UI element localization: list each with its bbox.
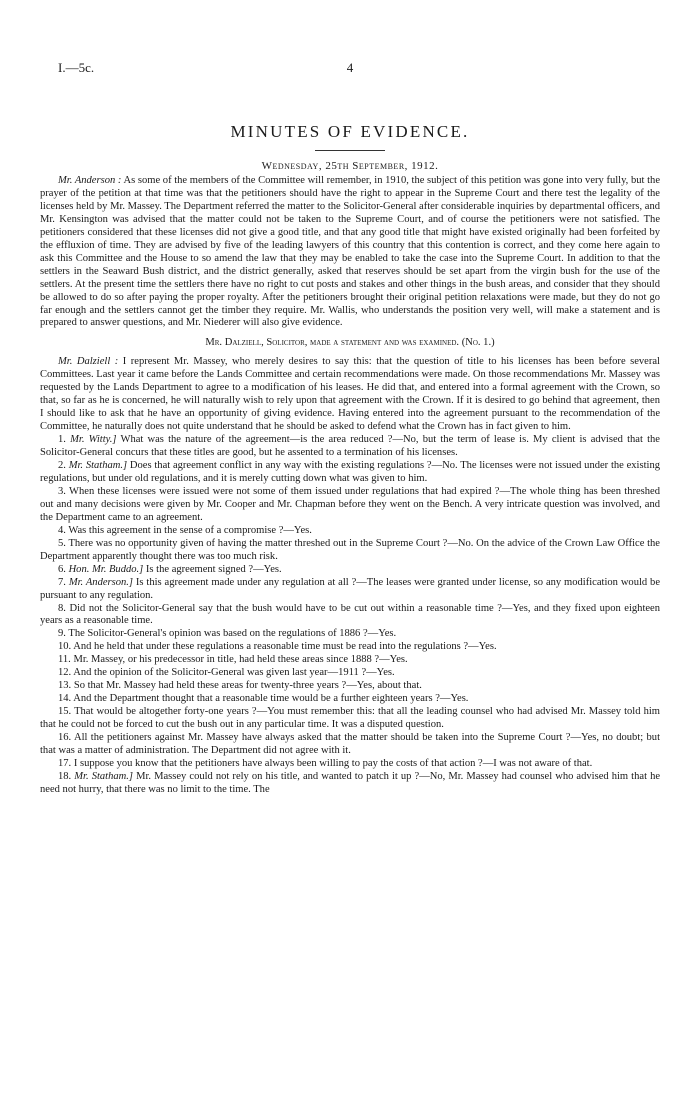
witness-heading: Mr. Dalziell, Solicitor, made a statement and was examined. (No. 1.) bbox=[205, 337, 495, 349]
question-item bbox=[40, 693, 660, 706]
questioner-name: Mr. Statham.] bbox=[68, 460, 128, 472]
question-item bbox=[40, 460, 660, 486]
question-item bbox=[40, 486, 660, 525]
question-number: 2. bbox=[58, 460, 66, 472]
question-text: When these licenses were issued were not some of them issued under regulations that had expired ?—The whole thing has been threshed out and many decisions were given by Mr. Cooper and Mr. Chapman before they went on the Bench. A very intricate question was involved, and the Department came to an agreement. bbox=[40, 485, 660, 523]
question-item bbox=[40, 706, 660, 732]
question-item bbox=[40, 732, 660, 758]
question-text: Did not the Solicitor-General say that the bush would have to be cut out within a reasonable time ?—Yes, and they fixed upon eighteen years as a reasonable time. bbox=[40, 602, 661, 627]
question-text: I suppose you know that the petitioners have always been willing to pay the costs of that action ?—I was not aware of that. bbox=[73, 757, 593, 769]
page-number: 4 bbox=[346, 60, 354, 75]
questioner-name: Hon. Mr. Buddo.] bbox=[68, 563, 144, 575]
question-text: And he held that under these regulations a reasonable time must be read into the regulations ?—Yes. bbox=[73, 641, 497, 653]
question-text: All the petitioners against Mr. Massey have always asked that the matter should be taken into the Supreme Court ?—Yes, no doubt; but that was a matter of administration. The Department did not agree with it. bbox=[40, 732, 661, 756]
question-number: 18. bbox=[58, 770, 72, 782]
question-text: Is this agreement made under any regulation at all ?—The leases were granted under license, so any modification would be pursuant to any regulation. bbox=[40, 576, 661, 601]
question-text: Mr. Massey could not rely on his title, and wanted to patch it up ?—No, Mr. Massey had counsel who advised him that he need not hurry, that there was no limit to the time. The bbox=[40, 770, 661, 795]
speaker-name: Mr. Dalziell : bbox=[58, 356, 119, 368]
question-number: 11. bbox=[58, 654, 71, 666]
question-number: 13. bbox=[58, 680, 72, 692]
question-number: 7. bbox=[58, 576, 66, 588]
question-item bbox=[40, 641, 660, 654]
question-text: That would be altogether forty-one years ?—You must remember this: that all the leading counsel who had advised Mr. Massey told him that he could not be forced to cut the bush out in any particular time. It was a disputed question. bbox=[40, 706, 661, 731]
questioner-name: Mr. Witty.] bbox=[70, 434, 117, 446]
question-text: And the opinion of the Solicitor-General was given last year—1911 ?—Yes. bbox=[73, 667, 395, 679]
question-item bbox=[40, 525, 660, 538]
question-item bbox=[40, 680, 660, 693]
question-number: 4. bbox=[58, 524, 66, 536]
question-number: 3. bbox=[58, 485, 66, 497]
question-number: 1. bbox=[58, 434, 66, 446]
question-number: 12. bbox=[58, 667, 72, 679]
question-item bbox=[40, 758, 660, 771]
intro-paragraph bbox=[40, 175, 660, 330]
question-text: So that Mr. Massey had held these areas for twenty-three years ?—Yes, about that. bbox=[73, 680, 422, 692]
question-text: The Solicitor-General's opinion was based on the regulations of 1886 ?—Yes. bbox=[68, 628, 397, 640]
question-item bbox=[40, 654, 660, 667]
questioner-name: Mr. Statham.] bbox=[74, 770, 134, 782]
questioner-name: Mr. Anderson.] bbox=[68, 576, 134, 588]
question-item bbox=[40, 771, 660, 797]
speaker-name: Mr. Anderson : bbox=[58, 175, 122, 186]
paragraph-text: As some of the members of the Committee will remember, in 1910, the subject of this petition was gone into very fully, but the prayer of the petition at that time was that the petitioners should have the right to appear in the Supreme Court and there test the legality of the licenses held by Mr. Massey. The Department referred the matter to the Solicitor-General after considerable inquiries by departmental officers, and Mr. Kensington was advised that the matter could not be taken to the Supreme Court, and of course the petitioners were not satisfied. The petitioners considered that these licenses did not give a good title, and that any good title that might have existed originally had been forfeited by the effluxion of time. They are advised by five of the leading lawyers of this country that this contention is correct, and they come here again to ask this Committee and the House to so amend the law that they may be enabled to take the case into the Supreme Court. In addition to that the settlers in the Seaward Bush district, and the district generally, asked that reserves should be set apart from the virgin bush for the use of the settlers. At the present time the settlers there have no right to cut posts and stakes and other things in the bush areas, and consider that they should be allowed to do so after paying the proper royalty. After the petitioners brought their original petition relaxations were made, but they do not go far enough and the settlers cannot get the timber they require. Mr. Wallis, who understands the position very well, will make a statement and is prepared to answer questions, and Mr. Niederer will also give evidence. bbox=[40, 175, 660, 329]
minutes-body bbox=[40, 175, 660, 797]
paragraph-text: I represent Mr. Massey, who merely desires to say this: that the question of title to his licenses has been before several Committees. Last year it came before the Lands Committee and certain recommendations were made. On those recommendations Mr. Massey was requested by the Lands Department to agree to a modification of his leases. He did that, and entered into a formal agreement with the Crown, so that, so far as he is concerned, he will naturally wish to rely upon that agreement with the Crown. If it is desired to go behind that agreement, then I should like to ask that he have an opportunity of giving evidence. Having entered into the agreement pursuant to the recommendation of the Committee, he naturally does not quite understand that he should be asked to defend what the Crown has in fact given to him. bbox=[40, 356, 660, 433]
question-number: 16. bbox=[58, 732, 72, 744]
question-item bbox=[40, 603, 660, 629]
question-number: 14. bbox=[58, 693, 72, 705]
page-title: MINUTES OF EVIDENCE. bbox=[230, 122, 470, 141]
question-number: 10. bbox=[58, 641, 72, 653]
question-number: 8. bbox=[58, 602, 66, 614]
document-reference: I.—5c. bbox=[58, 60, 95, 75]
question-text: Was this agreement in the sense of a compromise ?—Yes. bbox=[68, 524, 312, 536]
question-item bbox=[40, 667, 660, 680]
page-header bbox=[40, 60, 660, 82]
question-number: 5. bbox=[58, 537, 66, 549]
question-text: And the Department thought that a reasonable time would be a further eighteen years ?—Yes. bbox=[73, 693, 469, 705]
question-text: Is the agreement signed ?—Yes. bbox=[145, 563, 282, 575]
question-text: There was no opportunity given of having the matter threshed out in the Supreme Court ?—No. On the advice of the Crown Law Office the Department apparently thought there was too much risk. bbox=[40, 537, 660, 562]
question-item bbox=[40, 577, 660, 603]
question-item bbox=[40, 564, 660, 577]
question-number: 6. bbox=[58, 563, 66, 575]
question-text: Does that agreement conflict in any way with the existing regulations ?—No. The licenses were not issued under the existing regulations, but under old regulations, and it is merely cutting down what was given to him. bbox=[40, 460, 661, 484]
question-text: Mr. Massey, or his predecessor in title, had held these areas since 1888 ?—Yes. bbox=[73, 654, 408, 666]
statement-paragraph bbox=[40, 356, 660, 434]
question-text: What was the nature of the agreement—is the area reduced ?—No, but the term of lease is. My client is advised that the Solicitor-General concurs that these titles are good, but he assented to a termination of his licenses. bbox=[40, 434, 660, 459]
question-item bbox=[40, 434, 660, 460]
session-date: Wednesday, 25th September, 1912. bbox=[261, 160, 439, 172]
question-list bbox=[40, 434, 660, 797]
question-item bbox=[40, 628, 660, 641]
question-item bbox=[40, 538, 660, 564]
question-number: 9. bbox=[58, 628, 66, 640]
question-number: 17. bbox=[58, 757, 72, 769]
question-number: 15. bbox=[58, 706, 72, 718]
title-rule bbox=[315, 150, 385, 151]
